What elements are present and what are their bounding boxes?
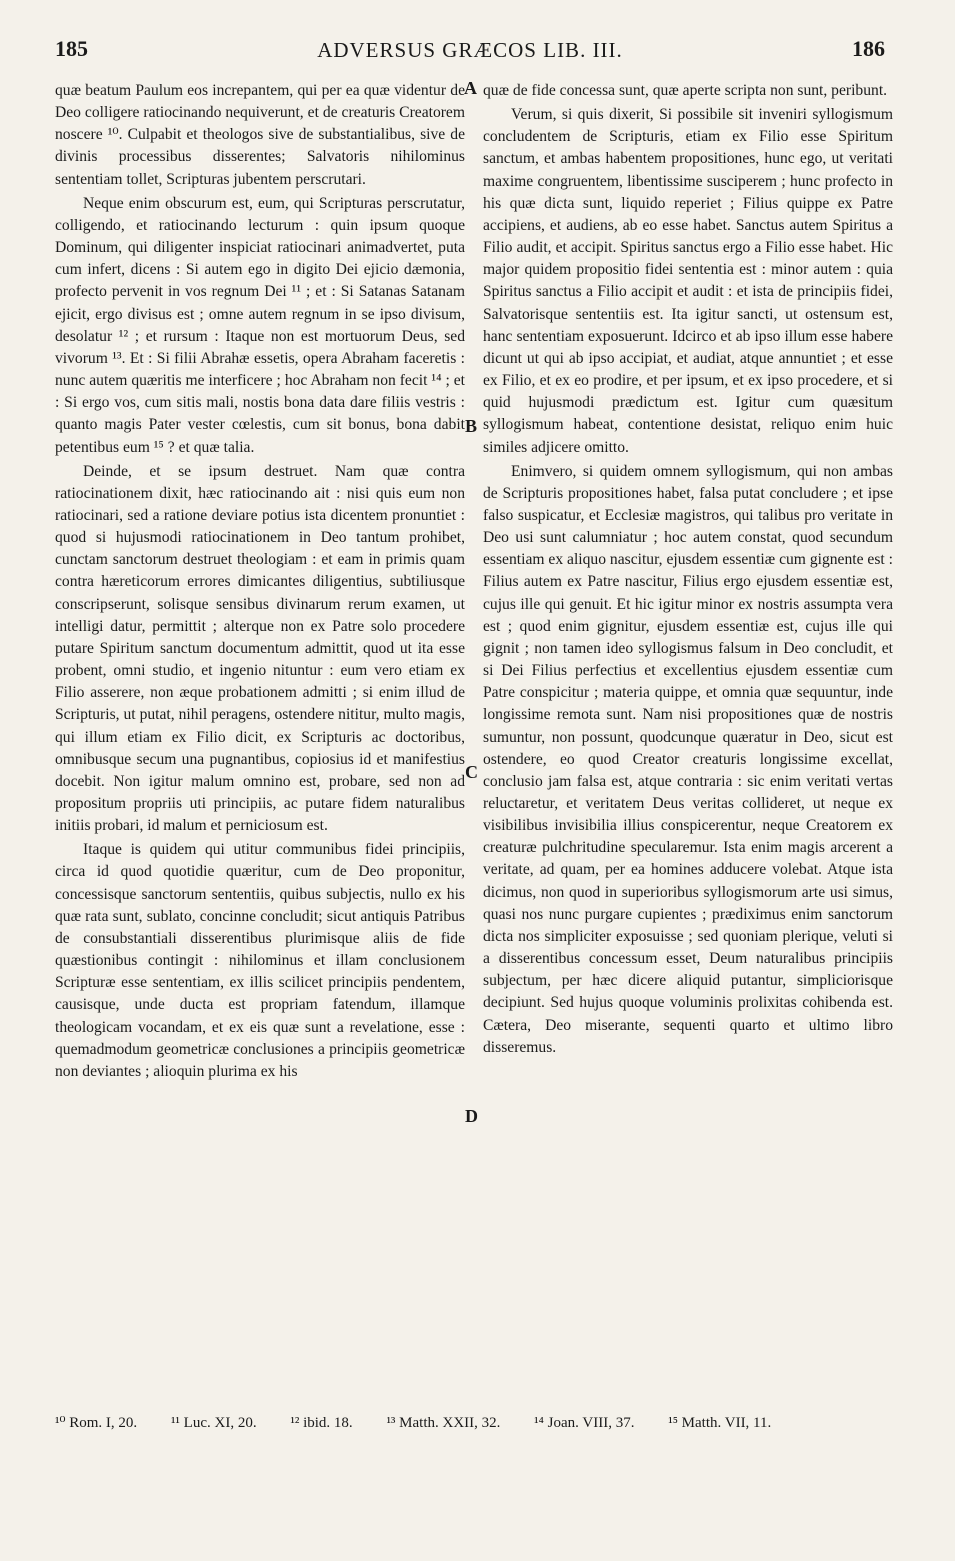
footnote-11: ¹¹ Luc. XI, 20. [170,1415,257,1431]
left-paragraph-4: Itaque is quidem qui utitur communibus fidei principiis, circa id quod quotidie quæritur, cum de Deo proponitur, concessisque sanctorum sententiis, quibus subjectis, nullo ex his quæ rata sunt, sublato, concinne concludit; sicut antiquis Patribus de consubstantiali disserentibus plurimisque aliis de fide quæstionibus contingit : nihilominus et illam conclusionem Scripturæ esse sententiam, ex illis scilicet principiis pendentem, causisque, unde ducta est propriam fatendum, illamque theologicam vocandam, et ex eis quæ sunt a revelatione, esse : quemadmodum geometricæ conclusiones a principiis geometricæ non deviantes ; alioquin plurima ex his [55,841,465,1080]
left-paragraph-2: Neque enim obscurum est, eum, qui Scripturas perscrutatur, colligendo, et ratiocinando lecturum : quin ipsum quoque Dominum, qui diligenter inspiciat ratiocinari animadvertet, puta cum infert, dicens : Si autem ego in digito Dei ejicio dæmonia, profecto pervenit in vos regnum Dei ¹¹ ; et : Si Satanas Satanam ejicit, ergo divisus est ; omne autem regnum in se ipso divisum, desolatur ¹² ; et rursum : Itaque non est mortuorum Deus, sed vivorum ¹³. Et : Si filii Abrahæ essetis, opera Abraham faceretis : nunc autem quæritis me interficere ; hoc Abraham non fecit ¹⁴ ; et : Si ergo vos, cum sitis mali, nostis bona data dare filiis vestris : quanto magis Pater vester cœlestis, cum sit bonus, bona dabit petentibus eum ¹⁵ ? et quæ talia. [55,194,465,456]
footnote-14: ¹⁴ Joan. VIII, 37. [534,1415,635,1431]
left-paragraph-3: Deinde, et se ipsum destruet. Nam quæ contra ratiocinationem dixit, hæc ratiocinando ait : nisi quis eum non ratiocinari, sed a ratione deviare potius ista dicentem pronuntiet : quod si hujusmodi ratiocinationem in Deo tantum prohibet, cunctam sanctorum destruet theologiam : et eam in primis quam contra hæreticorum errores dimicantes diligentius, subtiliusque conscripserunt, solisque sensibus divinarum rerum examen, ut intelligi datur, permittit ; alterque non ex Patre solo procedere putare Spiritum sanctum documentum admittit, quod ut ita esse probent, omni studio, et ingenio nituntur : eum vero etiam ex Filio asserere, non æque probationem admitti ; si enim illud de Scripturis, ut putat, nihil peragens, ostendere nititur, multo magis, qui illum etiam ex Filio dicit, ex Scripturis ac doctoribus, omnibusque secum una pugnantibus, copiosius id et manifestius docebit. Non igitur malum omnino est, probare, sed non ad propositum propriis uti principiis, ac putare fidem naturalibus initiis probari, id malum et perniciosum est. [55,462,465,835]
section-marker-a: A [464,78,477,98]
page-number-left: 185 [55,36,88,61]
footnote-12: ¹² ibid. 18. [290,1415,353,1431]
left-column [55,80,465,1083]
footnote-10: ¹⁰ Rom. I, 20. [55,1415,138,1431]
section-marker-c: C [465,762,478,782]
right-paragraph-1: quæ de fide concessa sunt, quæ aperte scripta non sunt, peribunt. [483,82,888,99]
footnote-15: ¹⁵ Matth. VII, 11. [668,1415,772,1431]
right-paragraph-3: Enimvero, si quidem omnem syllogismum, qui non ambas de Scripturis propositiones habet, falsa putat concludere ; et ipse falso suspicatur, et Ecclesiæ magistros, qui talibus pro veritate in Deo usi sunt calumniatur ; hoc autem constat, quod secundum essentiam ex aliquo nascitur, ejusdem essentiæ cum gignente est : Filius autem ex Patre nascitur, Filius ergo ejusdem essentiæ est, cujus ille qui genuit. Et hic igitur minor ex nostris assumpta vera est ; quod enim gignitur, ejusdem essentiæ est, cujus ille qui gignit ; non tamen ideo syllogismus falsum in Deo concludit, et si Dei Filius perfectius et excellentius ejusdem essentiæ cum Patre conspicitur ; materia quippe, et omnia quæ sequuntur, inde longissime remota sunt. Nam nisi propositiones quæ de nostris sumuntur, non possunt, quodcunque quæratur in Deo, sicut est ostendere, eo quod Creator creaturis longissime excellat, conclusio jam falsa est, atque contraria : sic enim veritati vertas reluctaretur, et veritatem Deus veritas collideret, ut neque ex visibilibus invisibilia illius conspicerentur, neque Creatorem ex creaturæ pulchritudine specularemur. Ista enim magis arcerent a veritate, ad quam, per ea homines adducere volebat. Atque ista dicimus, non quod in superioribus syllogismorum arte usi simus, quasi nos nunc purgare cupientes ; prædiximus enim sanctorum dicta nos simpliciter exposuisse ; sed quoniam plerique, veluti si a disserentibus concessum esset, Deum naturalibus principiis subjectum, per hæc dicere aliquid putantur, simpliciorisque decipiunt. Sed hujus quoque voluminis prolixitas cohibenda est. Cætera, Deo miserante, sequenti quarto et ultimo libro disseremus. [483,462,893,1056]
running-header [55,36,885,70]
right-column [483,80,893,1059]
section-marker-b: B [465,416,478,436]
right-paragraph-2: Verum, si quis dixerit, Si possibile sit inveniri syllogismum concludentem de Scripturis, etiam ex Filio esse Spiritum sanctum, et ambas habentem propositiones, hunc ego, ut veritati maxime congruentem, libentissime susciperem ; hunc profecto in his quæ dicta sunt, liquido reperiet ; Filius quippe ex Patre accipiens, et audiens, ab eo esse habet. Sanctus autem Spiritus a Filio audit, et accipit. Spiritus sanctus ergo a Filio esse habet. Hic major quidem propositio fidei sententia est : minor autem : quia Spiritus sanctus a Filio accipit et audit : et ista de principiis fidei, Salvatorisque sententiis est. Ita igitur sancti, ut ostensum est, hanc sententiam exposuerunt. Idcirco et ab ipso illum esse habere dicunt ut qui ab ipso accipiat, et audiat, atque annuntiet ; et esse ex Filio, et ex eo prodire, et per ipsum, et ex ipso procedere, et si quid hujusmodi prædictum est. Igitur cum quæsitum syllogismum habeat, contentione desistat, reliquo enim huic similes adjicere omitto. [483,106,893,456]
page-number-right: 186 [852,36,885,61]
left-paragraph-1: quæ beatum Paulum eos increpantem, qui per ea quæ videntur de Deo colligere ratiocinando nequiverunt, et de creaturis Creatorem noscere ¹⁰. Culpabit et theologos sive de substantialibus, sive de divinis processibus disserentes; Salvatoris nihilominus sententiam tollet, Scripturas jubentem perscrutari. [55,82,465,188]
running-title: ADVERSUS GRÆCOS LIB. III. [317,38,623,62]
footnotes [55,1413,890,1434]
footnote-13: ¹³ Matth. XXII, 32. [386,1415,501,1431]
section-marker-d: D [465,1106,478,1126]
